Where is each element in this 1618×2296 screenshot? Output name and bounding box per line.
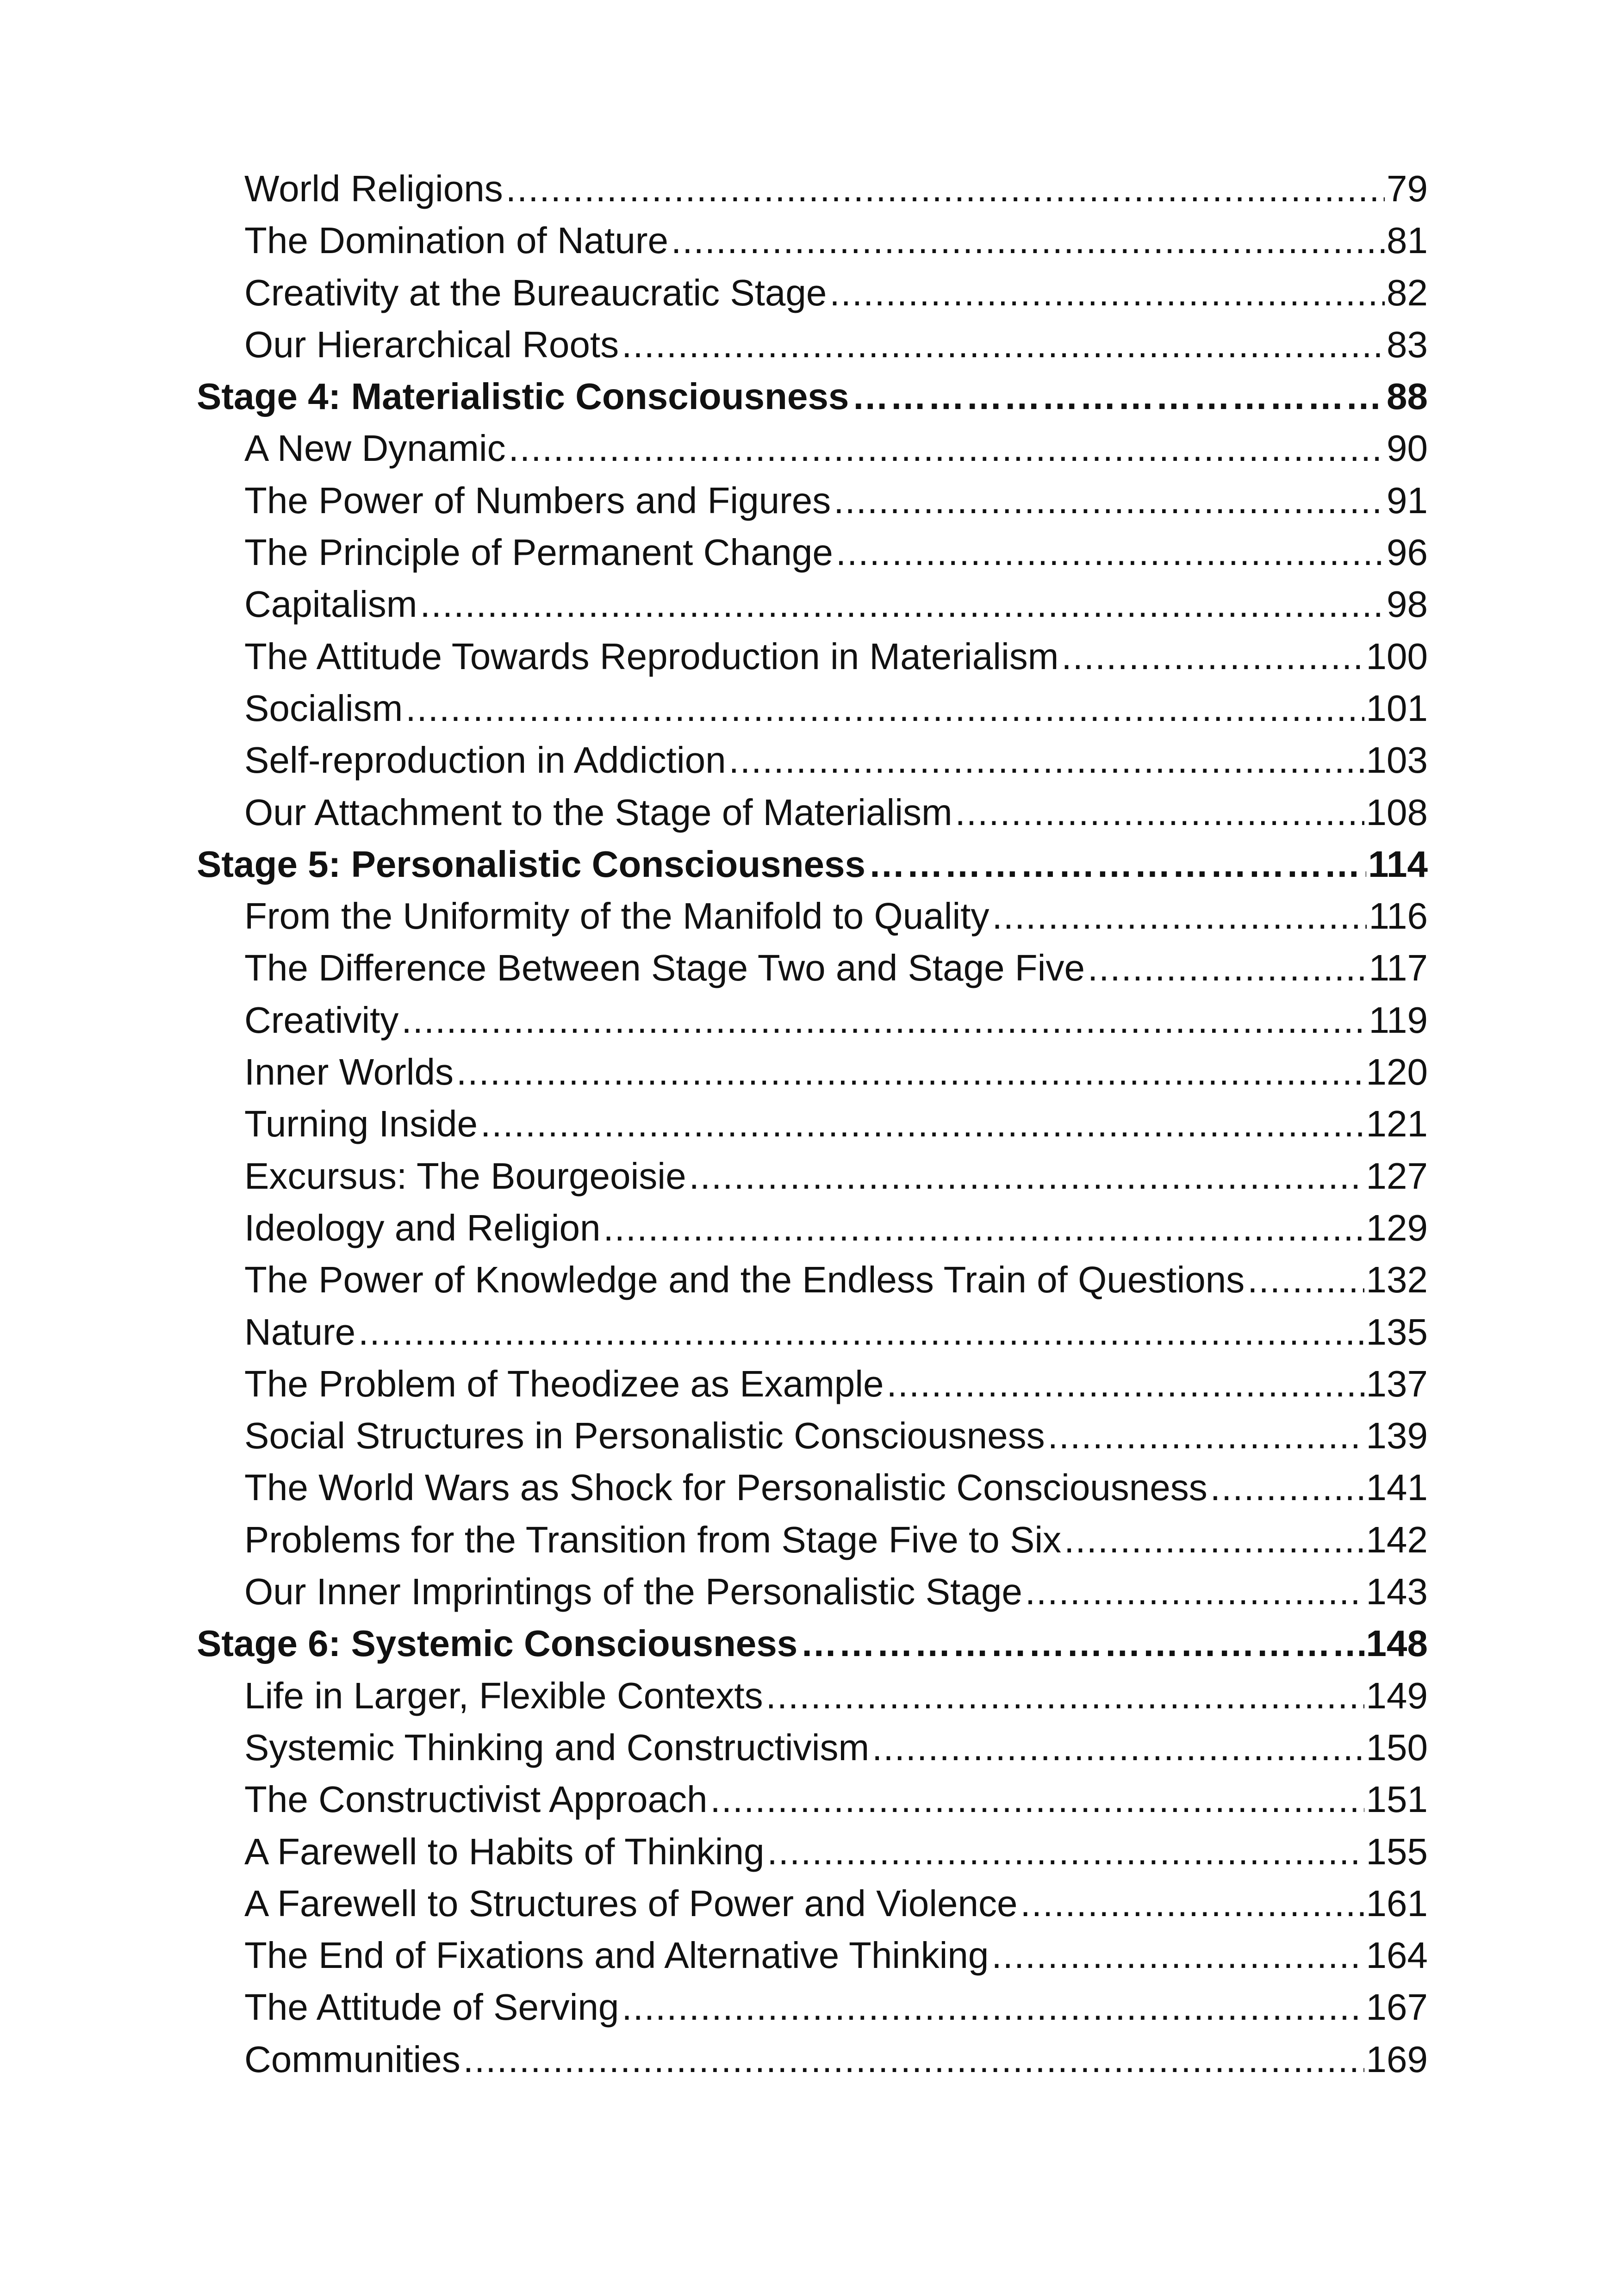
toc-row <box>197 1410 1428 1462</box>
toc-page-number: 98 <box>1387 583 1428 625</box>
toc-page-number: 103 <box>1366 739 1428 781</box>
toc-page-number: 88 <box>1387 376 1428 417</box>
toc-page-number: 149 <box>1366 1675 1428 1716</box>
toc-page-number: 129 <box>1366 1207 1428 1248</box>
dot-leader <box>689 1150 1364 1202</box>
toc-entry-title: The Power of Knowledge and the Endless Train of Questions <box>244 1259 1245 1301</box>
toc-entry-title: Stage 4: Materialistic Consciousness <box>197 376 849 417</box>
dot-leader <box>829 267 1385 319</box>
dot-leader <box>456 1046 1364 1098</box>
toc-entry-title: Ideology and Religion <box>244 1207 601 1248</box>
toc-row <box>197 527 1428 578</box>
toc-row <box>197 1670 1428 1722</box>
toc-row <box>197 683 1428 734</box>
dot-leader <box>1025 1566 1364 1618</box>
dot-leader <box>622 319 1385 371</box>
toc-row <box>197 215 1428 267</box>
toc-row <box>197 787 1428 838</box>
dot-leader <box>800 1618 1364 1669</box>
toc-entry-title: Our Hierarchical Roots <box>244 323 619 365</box>
toc-page-number: 137 <box>1366 1363 1428 1404</box>
toc-entry-title: Excursus: The Bourgeoisie <box>244 1155 686 1197</box>
toc-row <box>197 1046 1428 1098</box>
toc-row <box>197 1618 1428 1669</box>
toc-row <box>197 2034 1428 2085</box>
toc-row <box>197 578 1428 630</box>
toc-entry-title: A New Dynamic <box>244 428 506 469</box>
dot-leader <box>671 215 1385 267</box>
table-of-contents <box>197 163 1428 2085</box>
toc-page-number: 143 <box>1366 1571 1428 1613</box>
dot-leader <box>710 1774 1364 1825</box>
toc-entry-title: Social Structures in Personalistic Consciousness <box>244 1415 1045 1457</box>
toc-row <box>197 422 1428 474</box>
toc-page-number: 151 <box>1366 1779 1428 1820</box>
toc-page-number: 108 <box>1366 791 1428 833</box>
toc-entry-title: A Farewell to Habits of Thinking <box>244 1831 765 1872</box>
dot-leader <box>622 1981 1364 2033</box>
toc-entry-title: Nature <box>244 1311 356 1353</box>
toc-page-number: 155 <box>1366 1831 1428 1872</box>
toc-entry-title: Problems for the Transition from Stage Five to Six <box>244 1519 1062 1560</box>
toc-page-number: 82 <box>1387 272 1428 313</box>
toc-entry-title: Turning Inside <box>244 1103 478 1145</box>
dot-leader <box>766 1670 1364 1722</box>
toc-page-number: 101 <box>1366 687 1428 729</box>
toc-entry-title: The Attitude Towards Reproduction in Materialism <box>244 635 1059 677</box>
dot-leader <box>1064 1514 1364 1566</box>
toc-entry-title: Systemic Thinking and Constructivism <box>244 1726 870 1768</box>
toc-entry-title: Our Inner Imprintings of the Personalistic Stage <box>244 1571 1022 1613</box>
dot-leader <box>992 890 1367 942</box>
toc-row <box>197 994 1428 1046</box>
toc-entry-title: The Difference Between Stage Two and Stage Five <box>244 947 1085 989</box>
toc-page-number: 164 <box>1366 1935 1428 1976</box>
toc-page-number: 121 <box>1366 1103 1428 1145</box>
dot-leader <box>991 1930 1364 1981</box>
toc-page-number: 161 <box>1366 1882 1428 1924</box>
dot-leader <box>886 1358 1364 1410</box>
toc-page-number: 79 <box>1387 168 1428 209</box>
dot-leader <box>868 838 1366 890</box>
dot-leader <box>420 578 1385 630</box>
toc-page-number: 96 <box>1387 532 1428 573</box>
dot-leader <box>509 422 1385 474</box>
dot-leader <box>767 1826 1364 1878</box>
dot-leader <box>1021 1878 1364 1930</box>
toc-entry-title: A Farewell to Structures of Power and Violence <box>244 1882 1018 1924</box>
toc-entry-title: Creativity <box>244 999 399 1041</box>
toc-page-number: 117 <box>1369 947 1428 989</box>
toc-row <box>197 890 1428 942</box>
toc-page-number: 81 <box>1387 220 1428 261</box>
toc-page-number: 150 <box>1366 1726 1428 1768</box>
dot-leader <box>463 2034 1364 2085</box>
dot-leader <box>1048 1410 1364 1462</box>
dot-leader <box>1210 1462 1364 1514</box>
dot-leader <box>836 527 1385 578</box>
toc-entry-title: The Domination of Nature <box>244 220 669 261</box>
toc-page-number: 100 <box>1366 635 1428 677</box>
toc-row <box>197 1150 1428 1202</box>
toc-row <box>197 1878 1428 1930</box>
toc-page-number: 169 <box>1366 2038 1428 2080</box>
toc-row <box>197 1826 1428 1878</box>
toc-entry-title: World Religions <box>244 168 503 209</box>
toc-page-number: 141 <box>1366 1467 1428 1508</box>
toc-row <box>197 1306 1428 1358</box>
dot-leader <box>480 1098 1364 1150</box>
toc-row <box>197 1722 1428 1774</box>
toc-page-number: 132 <box>1366 1259 1428 1301</box>
toc-entry-title: Self-reproduction in Addiction <box>244 739 726 781</box>
dot-leader <box>729 734 1364 786</box>
dot-leader <box>1247 1254 1364 1306</box>
toc-row <box>197 1098 1428 1150</box>
toc-entry-title: Communities <box>244 2038 461 2080</box>
toc-row <box>197 1202 1428 1254</box>
toc-row <box>197 1774 1428 1825</box>
toc-entry-title: Socialism <box>244 687 403 729</box>
toc-entry-title: The Problem of Theodizee as Example <box>244 1363 884 1404</box>
dot-leader <box>603 1202 1364 1254</box>
toc-page-number: 127 <box>1366 1155 1428 1197</box>
toc-entry-title: Capitalism <box>244 583 417 625</box>
toc-page-number: 139 <box>1366 1415 1428 1457</box>
toc-row <box>197 1981 1428 2033</box>
toc-row <box>197 631 1428 683</box>
toc-entry-title: The Power of Numbers and Figures <box>244 479 831 521</box>
toc-row <box>197 1462 1428 1514</box>
toc-row <box>197 1254 1428 1306</box>
dot-leader <box>358 1306 1364 1358</box>
dot-leader <box>401 994 1367 1046</box>
toc-page-number: 120 <box>1366 1051 1428 1093</box>
toc-row <box>197 838 1428 890</box>
dot-leader <box>405 683 1364 734</box>
toc-entry-title: From the Uniformity of the Manifold to Quality <box>244 895 989 937</box>
toc-row <box>197 734 1428 786</box>
toc-row <box>197 475 1428 527</box>
toc-entry-title: Our Attachment to the Stage of Materialism <box>244 791 952 833</box>
toc-row <box>197 1566 1428 1618</box>
toc-row <box>197 942 1428 994</box>
toc-entry-title: The Constructivist Approach <box>244 1779 708 1820</box>
toc-entry-title: Creativity at the Bureaucratic Stage <box>244 272 827 313</box>
toc-page-number: 142 <box>1366 1519 1428 1560</box>
dot-leader <box>955 787 1364 838</box>
toc-entry-title: The End of Fixations and Alternative Thinking <box>244 1935 989 1976</box>
dot-leader <box>1061 631 1364 683</box>
toc-entry-title: Stage 5: Personalistic Consciousness <box>197 843 865 885</box>
toc-page-number: 114 <box>1368 843 1428 885</box>
toc-row <box>197 1930 1428 1981</box>
toc-entry-title: Stage 6: Systemic Consciousness <box>197 1623 798 1664</box>
toc-page-number: 91 <box>1387 479 1428 521</box>
toc-entry-title: The Attitude of Serving <box>244 1986 619 2028</box>
dot-leader <box>872 1722 1364 1774</box>
toc-page-number: 83 <box>1387 323 1428 365</box>
toc-row <box>197 1358 1428 1410</box>
toc-row <box>197 267 1428 319</box>
dot-leader <box>506 163 1385 215</box>
toc-entry-title: Life in Larger, Flexible Contexts <box>244 1675 763 1716</box>
toc-entry-title: Inner Worlds <box>244 1051 454 1093</box>
toc-entry-title: The Principle of Permanent Change <box>244 532 833 573</box>
toc-row <box>197 1514 1428 1566</box>
toc-page-number: 90 <box>1387 428 1428 469</box>
dot-leader <box>852 371 1385 422</box>
toc-page-number: 148 <box>1366 1623 1428 1664</box>
toc-page-number: 116 <box>1369 895 1428 937</box>
dot-leader <box>1088 942 1367 994</box>
toc-page-number: 119 <box>1369 999 1428 1041</box>
toc-page-number: 167 <box>1366 1986 1428 2028</box>
toc-row <box>197 319 1428 371</box>
toc-row <box>197 163 1428 215</box>
toc-entry-title: The World Wars as Shock for Personalistic Consciousness <box>244 1467 1207 1508</box>
toc-page-number: 135 <box>1366 1311 1428 1353</box>
dot-leader <box>834 475 1385 527</box>
toc-row <box>197 371 1428 422</box>
